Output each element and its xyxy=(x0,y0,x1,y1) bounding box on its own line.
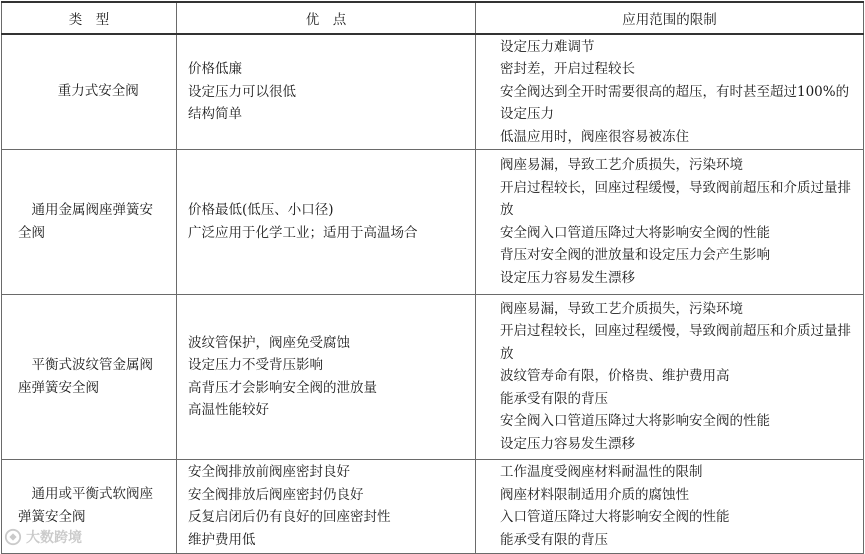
advantages-cell xyxy=(177,294,476,459)
limitation-item: 安全阀入口管道压降过大将影响安全阀的性能 xyxy=(500,413,770,430)
advantage-item: 广泛应用于化学工业；适用于高温场合 xyxy=(188,224,418,241)
advantage-item: 安全阀排放后阀座密封仍良好 xyxy=(188,486,364,503)
safety-valve-comparison-table xyxy=(1,1,864,554)
type-cell xyxy=(2,34,177,149)
limitation-item: 阀座材料限制适用介质的腐蚀性 xyxy=(500,486,689,503)
limitation-item: 工作温度受阀座材料耐温性的限制 xyxy=(500,464,703,480)
limitation-item: 开启过程较长，回座过程缓慢，导致阀前超压和介质过量排放 xyxy=(500,323,851,362)
watermark-text: 大数跨境 xyxy=(26,530,82,546)
limitation-item: 入口管道压降过大将影响安全阀的性能 xyxy=(500,509,730,525)
type-label: 重力式安全阀 xyxy=(57,83,139,100)
advantages-cell xyxy=(177,149,476,294)
type-label: 通用金属阀座弹簧安全阀 xyxy=(18,201,153,241)
limitations-cell xyxy=(476,149,864,294)
header-advantages: 优 点 xyxy=(177,2,476,34)
table-row xyxy=(2,34,864,149)
limitation-item: 设定压力容易发生漂移 xyxy=(500,435,635,452)
advantage-item: 波纹管保护，阀座免受腐蚀 xyxy=(188,334,350,351)
watermark xyxy=(4,525,119,549)
limitation-item: 阀座易漏，导致工艺介质损失，污染环境 xyxy=(500,300,743,317)
type-cell xyxy=(2,294,177,459)
limitation-item: 设定压力难调节 xyxy=(500,38,595,55)
advantage-item: 设定压力不受背压影响 xyxy=(188,357,323,373)
type-label: 通用或平衡式软阀座弹簧安全阀 xyxy=(18,486,153,525)
brand-logo-icon xyxy=(4,528,22,546)
advantage-item: 高背压才会影响安全阀的泄放量 xyxy=(188,379,377,396)
advantage-item: 价格低廉 xyxy=(188,61,242,77)
type-cell xyxy=(2,149,177,294)
advantages-cell xyxy=(177,34,476,149)
advantage-item: 安全阀排放前阀座密封良好 xyxy=(188,464,350,480)
type-label: 平衡式波纹管金属阀座弹簧安全阀 xyxy=(18,356,153,396)
limitation-item: 密封差，开启过程较长 xyxy=(500,61,635,77)
limitations-cell xyxy=(476,459,864,553)
advantage-item: 反复启闭后仍有良好的回座密封性 xyxy=(188,509,391,525)
limitation-item: 低温应用时，阀座很容易被冻住 xyxy=(500,128,689,145)
table-row xyxy=(2,149,864,294)
table-row xyxy=(2,459,864,553)
advantage-item: 价格最低(低压、小口径) xyxy=(188,202,334,218)
limitation-item: 能承受有限的背压 xyxy=(500,390,608,407)
header-row xyxy=(2,2,864,34)
limitation-item: 安全阀达到全开时需要很高的超压，有时甚至超过100%的设定压力 xyxy=(500,83,850,122)
header-limitations: 应用范围的限制 xyxy=(476,2,864,34)
advantage-item: 设定压力可以很低 xyxy=(188,83,296,100)
limitation-item: 背压对安全阀的泄放量和设定压力会产生影响 xyxy=(500,247,770,263)
limitations-cell xyxy=(476,294,864,459)
limitation-item: 波纹管寿命有限，价格贵、维护费用高 xyxy=(500,368,730,385)
table-row xyxy=(2,294,864,459)
header-type: 类 型 xyxy=(2,2,177,34)
limitation-item: 安全阀入口管道压降过大将影响安全阀的性能 xyxy=(500,224,770,241)
limitation-item: 设定压力容易发生漂移 xyxy=(500,269,635,286)
advantage-item: 维护费用低 xyxy=(188,531,256,548)
limitation-item: 开启过程较长，回座过程缓慢，导致阀前超压和介质过量排放 xyxy=(500,179,851,218)
limitation-item: 能承受有限的背压 xyxy=(500,531,608,548)
advantage-item: 高温性能较好 xyxy=(188,402,269,418)
limitations-cell xyxy=(476,34,864,149)
advantage-item: 结构简单 xyxy=(188,106,242,122)
advantages-cell xyxy=(177,459,476,553)
limitation-item: 阀座易漏，导致工艺介质损失，污染环境 xyxy=(500,157,743,173)
